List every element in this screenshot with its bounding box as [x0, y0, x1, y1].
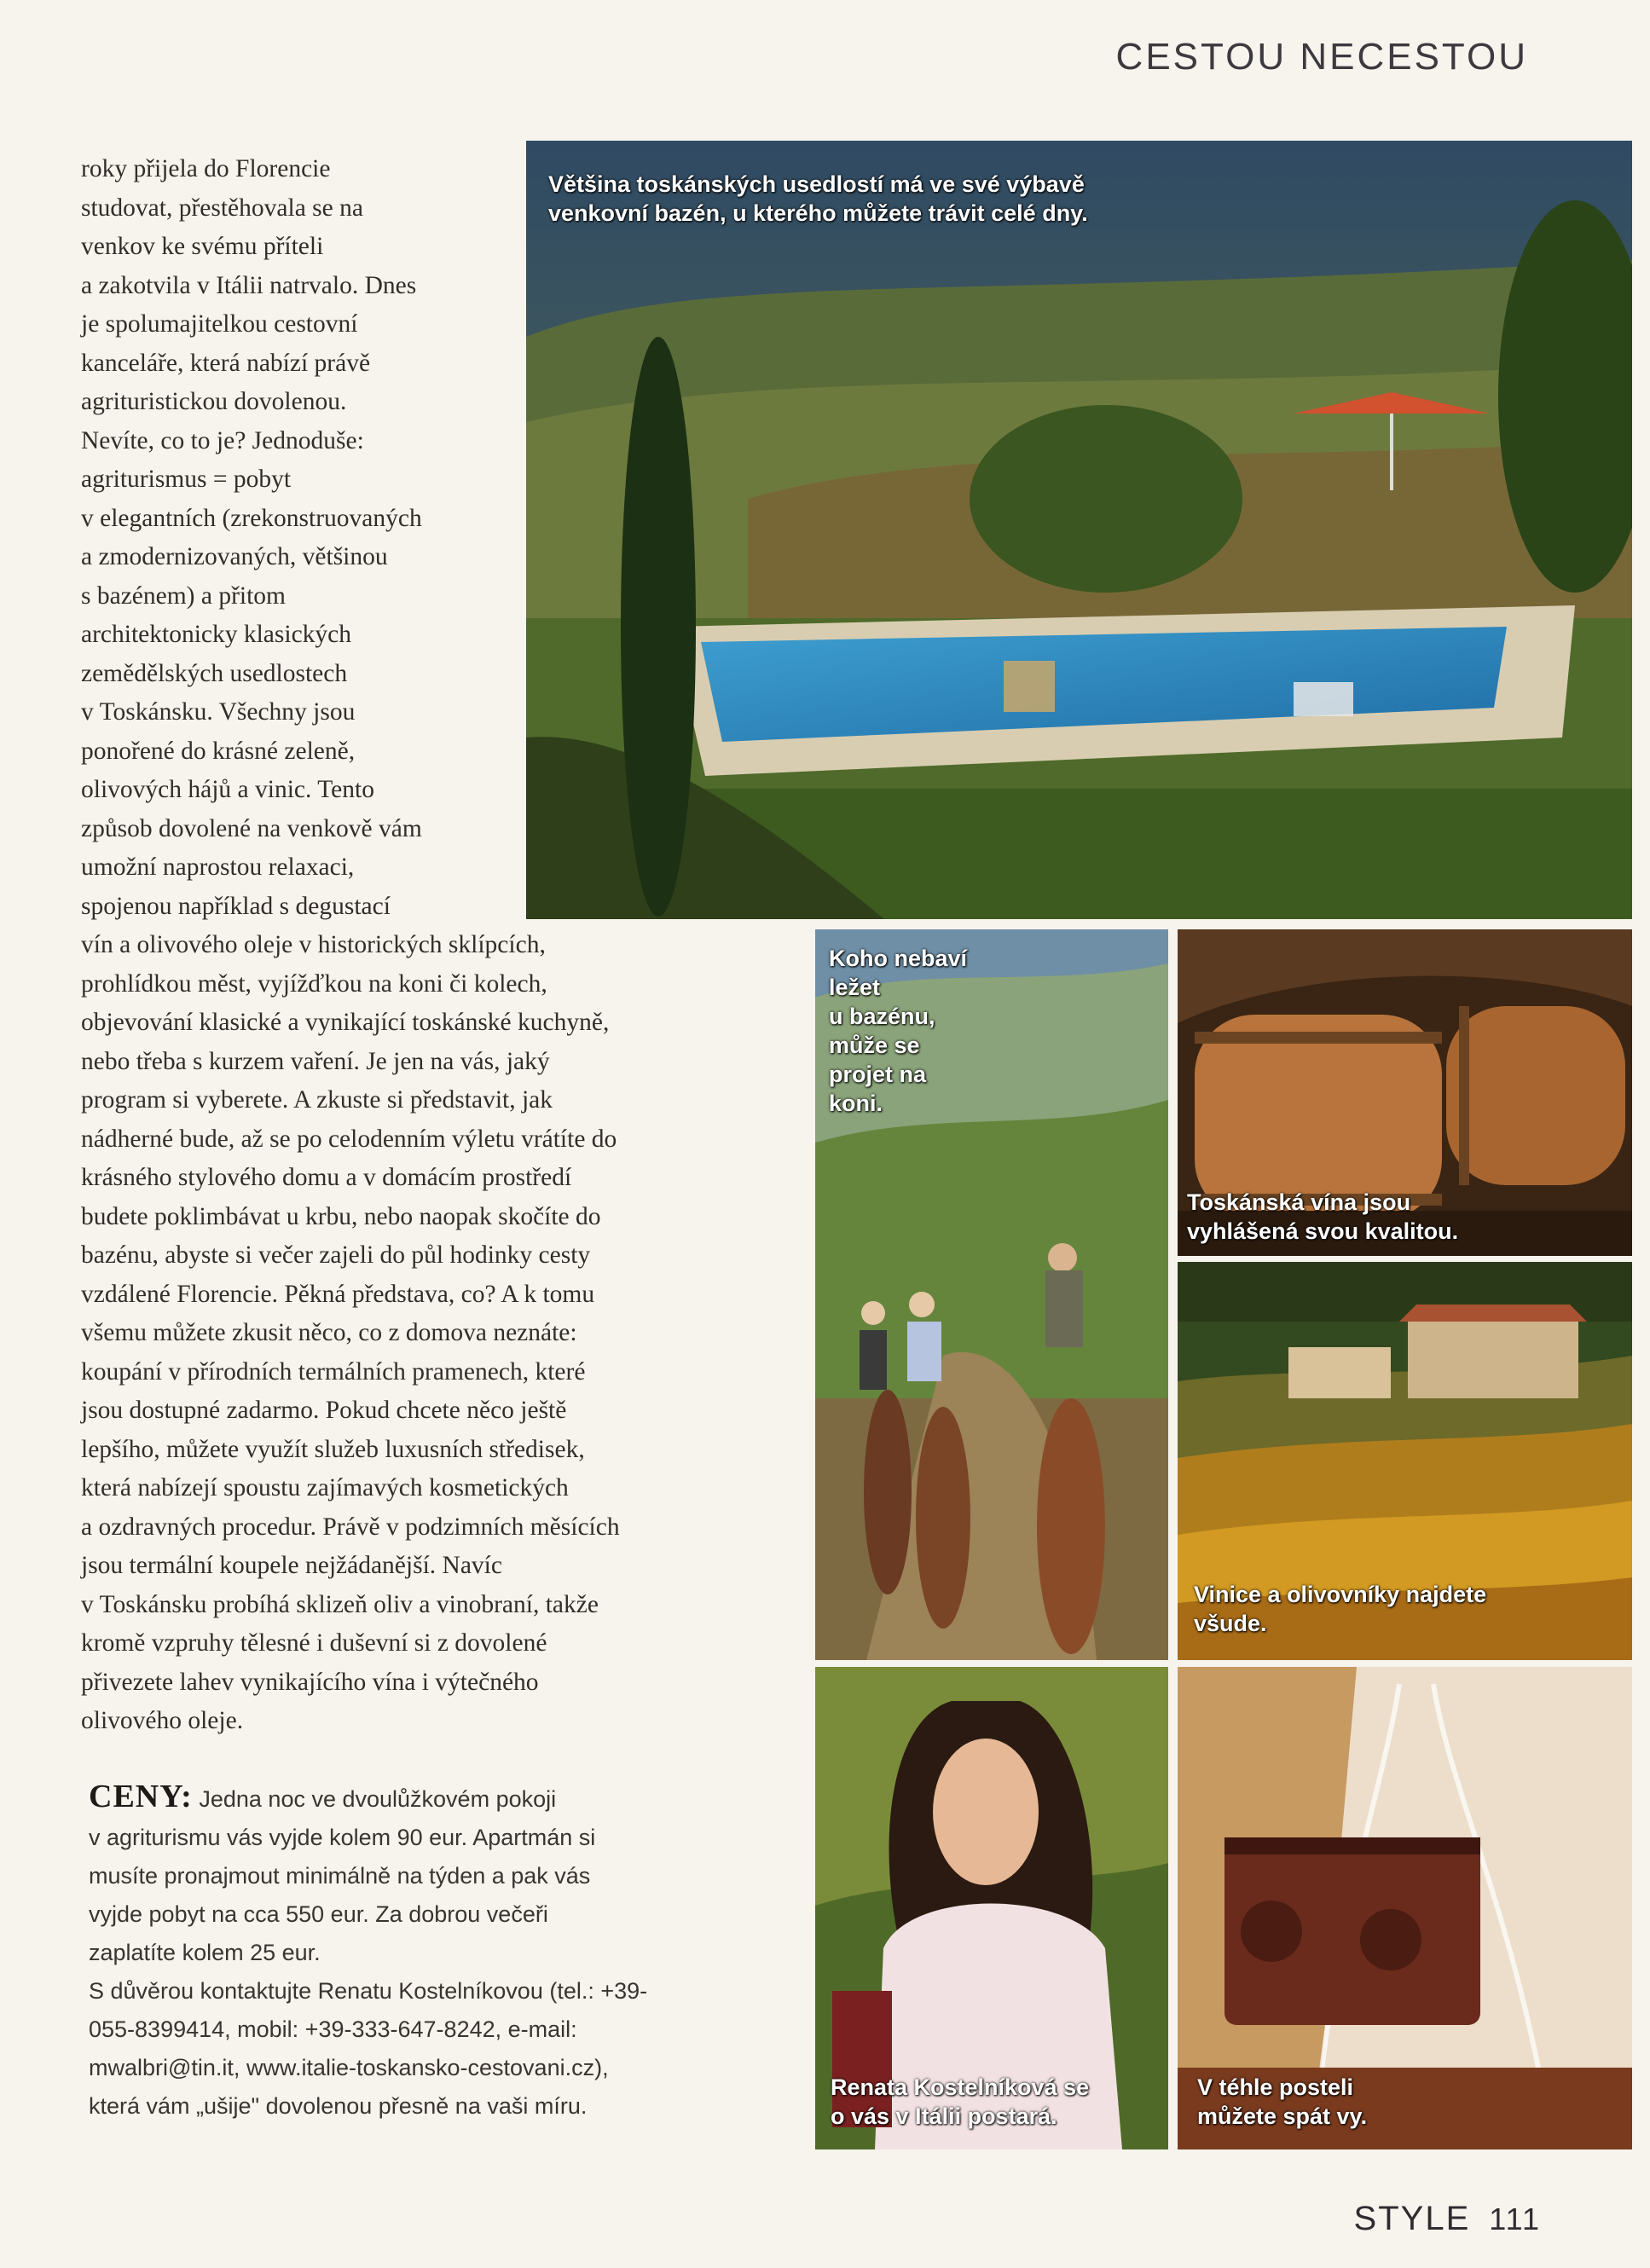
prices-line: zaplatíte kolem 25 eur. [89, 1940, 321, 1965]
article-line: budete poklimbávat u krbu, nebo naopak skočíte do [81, 1202, 601, 1230]
article-line: koupání v přírodních termálních pramenech, které [81, 1357, 586, 1386]
article-line: roky přijela do Florencie [81, 155, 331, 182]
article-line: nebo třeba s kurzem vaření. Je jen na vás, jaký [81, 1047, 550, 1075]
article-line: lepšího, můžete využít služeb luxusních středisek, [81, 1435, 585, 1463]
article-line: ponořené do krásné zeleně, [81, 737, 356, 765]
article-line: vzdálené Florencie. Pěkná představa, co? A k tomu [81, 1280, 595, 1308]
article-line: s bazénem) a přitom [81, 581, 287, 610]
vineyard-caption: Vinice a olivovníky najdete všude. [1194, 1582, 1487, 1636]
prices-line: v agriturismu vás vyjde kolem 90 eur. Apartmán si [89, 1825, 596, 1850]
article-line: všemu můžete zkusit něco, co z domova neznáte: [81, 1319, 577, 1346]
article-line: v Toskánsku probíhá sklizeň oliv a vinobraní, takže [81, 1590, 599, 1618]
article-line: vín a olivového oleje v historických sklípcích, [81, 931, 546, 958]
prices-heading: CENY: [89, 1779, 193, 1814]
article-line: program si vyberete. A zkuste si představit, jak [81, 1086, 553, 1114]
contact-line: S důvěrou kontaktujte Renatu Kostelníkovou (tel.: +39- [89, 1978, 648, 2004]
prices-line: musíte pronajmout minimálně na týden a pak vás [89, 1863, 591, 1889]
article-line: a zmodernizovaných, většinou [81, 543, 388, 570]
article-line: krásného stylového domu a v domácím prostředí [81, 1164, 572, 1191]
article-line: kromě vzpruhy tělesné i duševní si z dovolené [81, 1629, 547, 1657]
article-line: studovat, přestěhovala se na [81, 194, 363, 222]
article-line: spojenou například s degustací [81, 892, 391, 920]
contact-line: mwalbri@tin.it, www.italie-toskansko-cestovani.cz), [89, 2055, 609, 2080]
page-number: 111 [1489, 2201, 1541, 2236]
bed-caption: V téhle posteli můžete spát vy. [1197, 2074, 1368, 2129]
article-line: nádherné bude, až se po celodenním výletu vrátíte do [81, 1125, 617, 1153]
prices-line: vyjde pobyt na cca 550 eur. Za dobrou večeři [89, 1901, 548, 1927]
section-title: CESTOU NECESTOU [1115, 36, 1528, 78]
article-line: a zakotvila v Itálii natrvalo. Dnes [81, 271, 417, 299]
prices-line: Jedna noc ve dvoulůžkovém pokoji [199, 1786, 557, 1812]
pool-photo [526, 141, 1632, 919]
article-line: v elegantních (zrekonstruovaných [81, 504, 422, 532]
article-line: agriturismus = pobyt [81, 466, 292, 493]
article-line: olivového oleje. [81, 1707, 244, 1734]
article-line: olivových hájů a vinic. Tento [81, 776, 374, 803]
article-line: způsob dovolené na venkově vám [81, 814, 422, 842]
article-line: je spolumajitelkou cestovní [81, 310, 358, 338]
article-line: architektonicky klasických [81, 621, 352, 648]
article-line: agrituristickou dovolenou. [81, 388, 347, 415]
article-line: umožní naprostou relaxaci, [81, 853, 355, 881]
magazine-name: STYLE [1353, 2200, 1471, 2237]
article-line: jsou dostupné zadarmo. Pokud chcete něco ještě [81, 1397, 567, 1424]
contact-line: která vám „ušije" dovolenou přesně na vaši míru. [89, 2093, 588, 2119]
article-line: bazénu, abyste si večer zajeli do půl hodinky cesty [81, 1241, 591, 1269]
contact-line: 055-8399414, mobil: +39-333-647-8242, e-mail: [89, 2016, 577, 2042]
article-line: Nevíte, co to je? Jednoduše: [81, 426, 364, 454]
article-line: která nabízejí spoustu zajímavých kosmetických [81, 1474, 569, 1501]
article-line: venkov ke svému příteli [81, 233, 324, 260]
page-footer [1354, 2200, 1541, 2238]
article-line: přivezete lahev vynikajícího vína i výtečného [81, 1668, 539, 1696]
renata-caption: Renata Kostelníková se o vás v Itálii postará. [831, 2074, 1090, 2129]
wine-caption: Toskánská vína jsou vyhlášená svou kvalitou. [1187, 1189, 1459, 1244]
pool-caption: Většina toskánských usedlostí má ve své výbavě venkovní bazén, u kterého můžete trávit celé dny. [548, 171, 1088, 226]
article-line: v Toskánsku. Všechny jsou [81, 698, 356, 726]
article-line: jsou termální koupele nejžádanější. Navíc [81, 1552, 502, 1579]
article-line: objevování klasické a vynikající toskánské kuchyně, [81, 1009, 610, 1036]
article-line: a ozdravných procedur. Právě v podzimních měsících [81, 1513, 620, 1541]
article-line: prohlídkou měst, vyjížďkou na koni či kolech, [81, 969, 547, 998]
horses-caption: Koho nebaví ležet u bazénu, může se projet na koni. [829, 946, 968, 1116]
prices-block [89, 1778, 796, 2126]
article-line: kanceláře, která nabízí právě [81, 349, 371, 377]
article-line: zemědělských usedlostech [81, 659, 348, 687]
